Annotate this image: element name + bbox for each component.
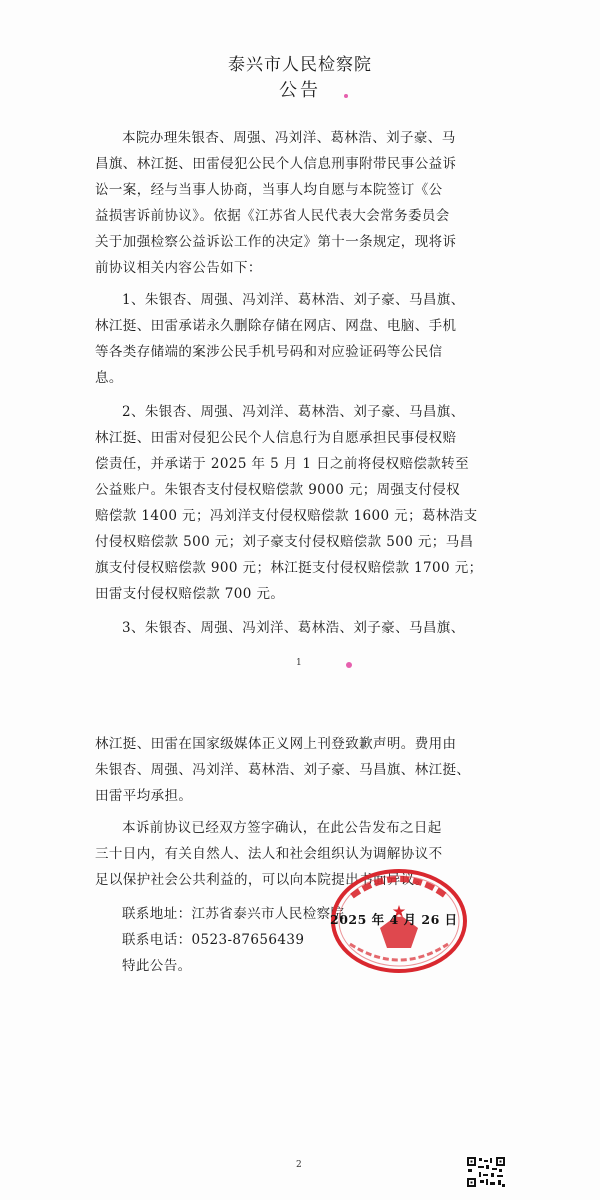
- paragraph-intro-line: 讼一案，经与当事人协商，当事人均自愿与本院签订《公: [95, 182, 443, 198]
- objection-notice-line: 足以保护社会公共利益的，可以向本院提出书面异议。: [95, 872, 429, 888]
- document-date: 2025 年 4 月 26 日: [330, 912, 458, 927]
- clause-2-line: 公益账户。朱银杏支付侵权赔偿款 9000 元；周强支付侵权: [95, 482, 461, 498]
- contact-phone: 联系电话：0523-87656439: [122, 932, 305, 948]
- paragraph-intro-line: 昌旗、林江挺、田雷侵犯公民个人信息刑事附带民事公益诉: [95, 156, 457, 172]
- paragraph-intro-line: 前协议相关内容公告如下：: [95, 260, 262, 276]
- clause-2-line: 赔偿款 1400 元；冯刘洋支付侵权赔偿款 1600 元；葛林浩支: [95, 508, 478, 524]
- contact-address: 联系地址：江苏省泰兴市人民检察院: [122, 906, 345, 922]
- clause-1-line: 1、朱银杏、周强、冯刘洋、葛林浩、刘子豪、马昌旗、: [122, 292, 465, 308]
- clause-2-line: 林江挺、田雷对侵犯公民个人信息行为自愿承担民事侵权赔: [95, 430, 457, 446]
- clause-2-line: 付侵权赔偿款 500 元；刘子豪支付侵权赔偿款 500 元；马昌: [95, 534, 474, 550]
- closing-statement: 特此公告。: [122, 958, 192, 974]
- document-title: 公告: [279, 80, 321, 101]
- clause-1-line: 林江挺、田雷承诺永久删除存储在网店、网盘、电脑、手机: [95, 318, 457, 334]
- clause-3-line: 3、朱银杏、周强、冯刘洋、葛林浩、刘子豪、马昌旗、: [122, 620, 465, 636]
- paragraph-intro-line: 关于加强检察公益诉讼工作的决定》第十一条规定，现将诉: [95, 234, 457, 250]
- clause-3-line: 朱银杏、周强、冯刘洋、葛林浩、刘子豪、马昌旗、林江挺、: [95, 762, 471, 778]
- clause-2-line: 2、朱银杏、周强、冯刘洋、葛林浩、刘子豪、马昌旗、: [122, 404, 465, 420]
- clause-2-line: 偿责任，并承诺于 2025 年 5 月 1 日之前将侵权赔偿款转至: [95, 456, 469, 472]
- objection-notice-line: 本诉前协议已经双方签字确认，在此公告发布之日起: [122, 820, 442, 836]
- clause-2-line: 田雷支付侵权赔偿款 700 元。: [95, 586, 285, 602]
- objection-notice-line: 三十日内，有关自然人、法人和社会组织认为调解协议不: [95, 846, 443, 862]
- ink-speck: [346, 662, 352, 668]
- ink-speck: [344, 94, 348, 98]
- clause-3-line: 田雷平均承担。: [95, 788, 193, 804]
- clause-2-line: 旗支付侵权赔偿款 900 元；林江挺支付侵权赔偿款 1700 元；: [95, 560, 483, 576]
- page-number: 1: [296, 658, 302, 668]
- paragraph-intro-line: 本院办理朱银杏、周强、冯刘洋、葛林浩、刘子豪、马: [122, 130, 456, 146]
- document-issuer: 泰兴市人民检察院: [228, 55, 372, 75]
- clause-1-line: 息。: [95, 370, 123, 386]
- clause-3-line: 林江挺、田雷在国家级媒体正义网上刊登致歉声明。费用由: [95, 736, 457, 752]
- page-number: 2: [296, 1160, 302, 1170]
- qr-code-icon: [466, 1156, 506, 1188]
- paragraph-intro-line: 益损害诉前协议》。依据《江苏省人民代表大会常务委员会: [95, 208, 450, 224]
- clause-1-line: 等各类存储端的案涉公民手机号码和对应验证码等公民信: [95, 344, 443, 360]
